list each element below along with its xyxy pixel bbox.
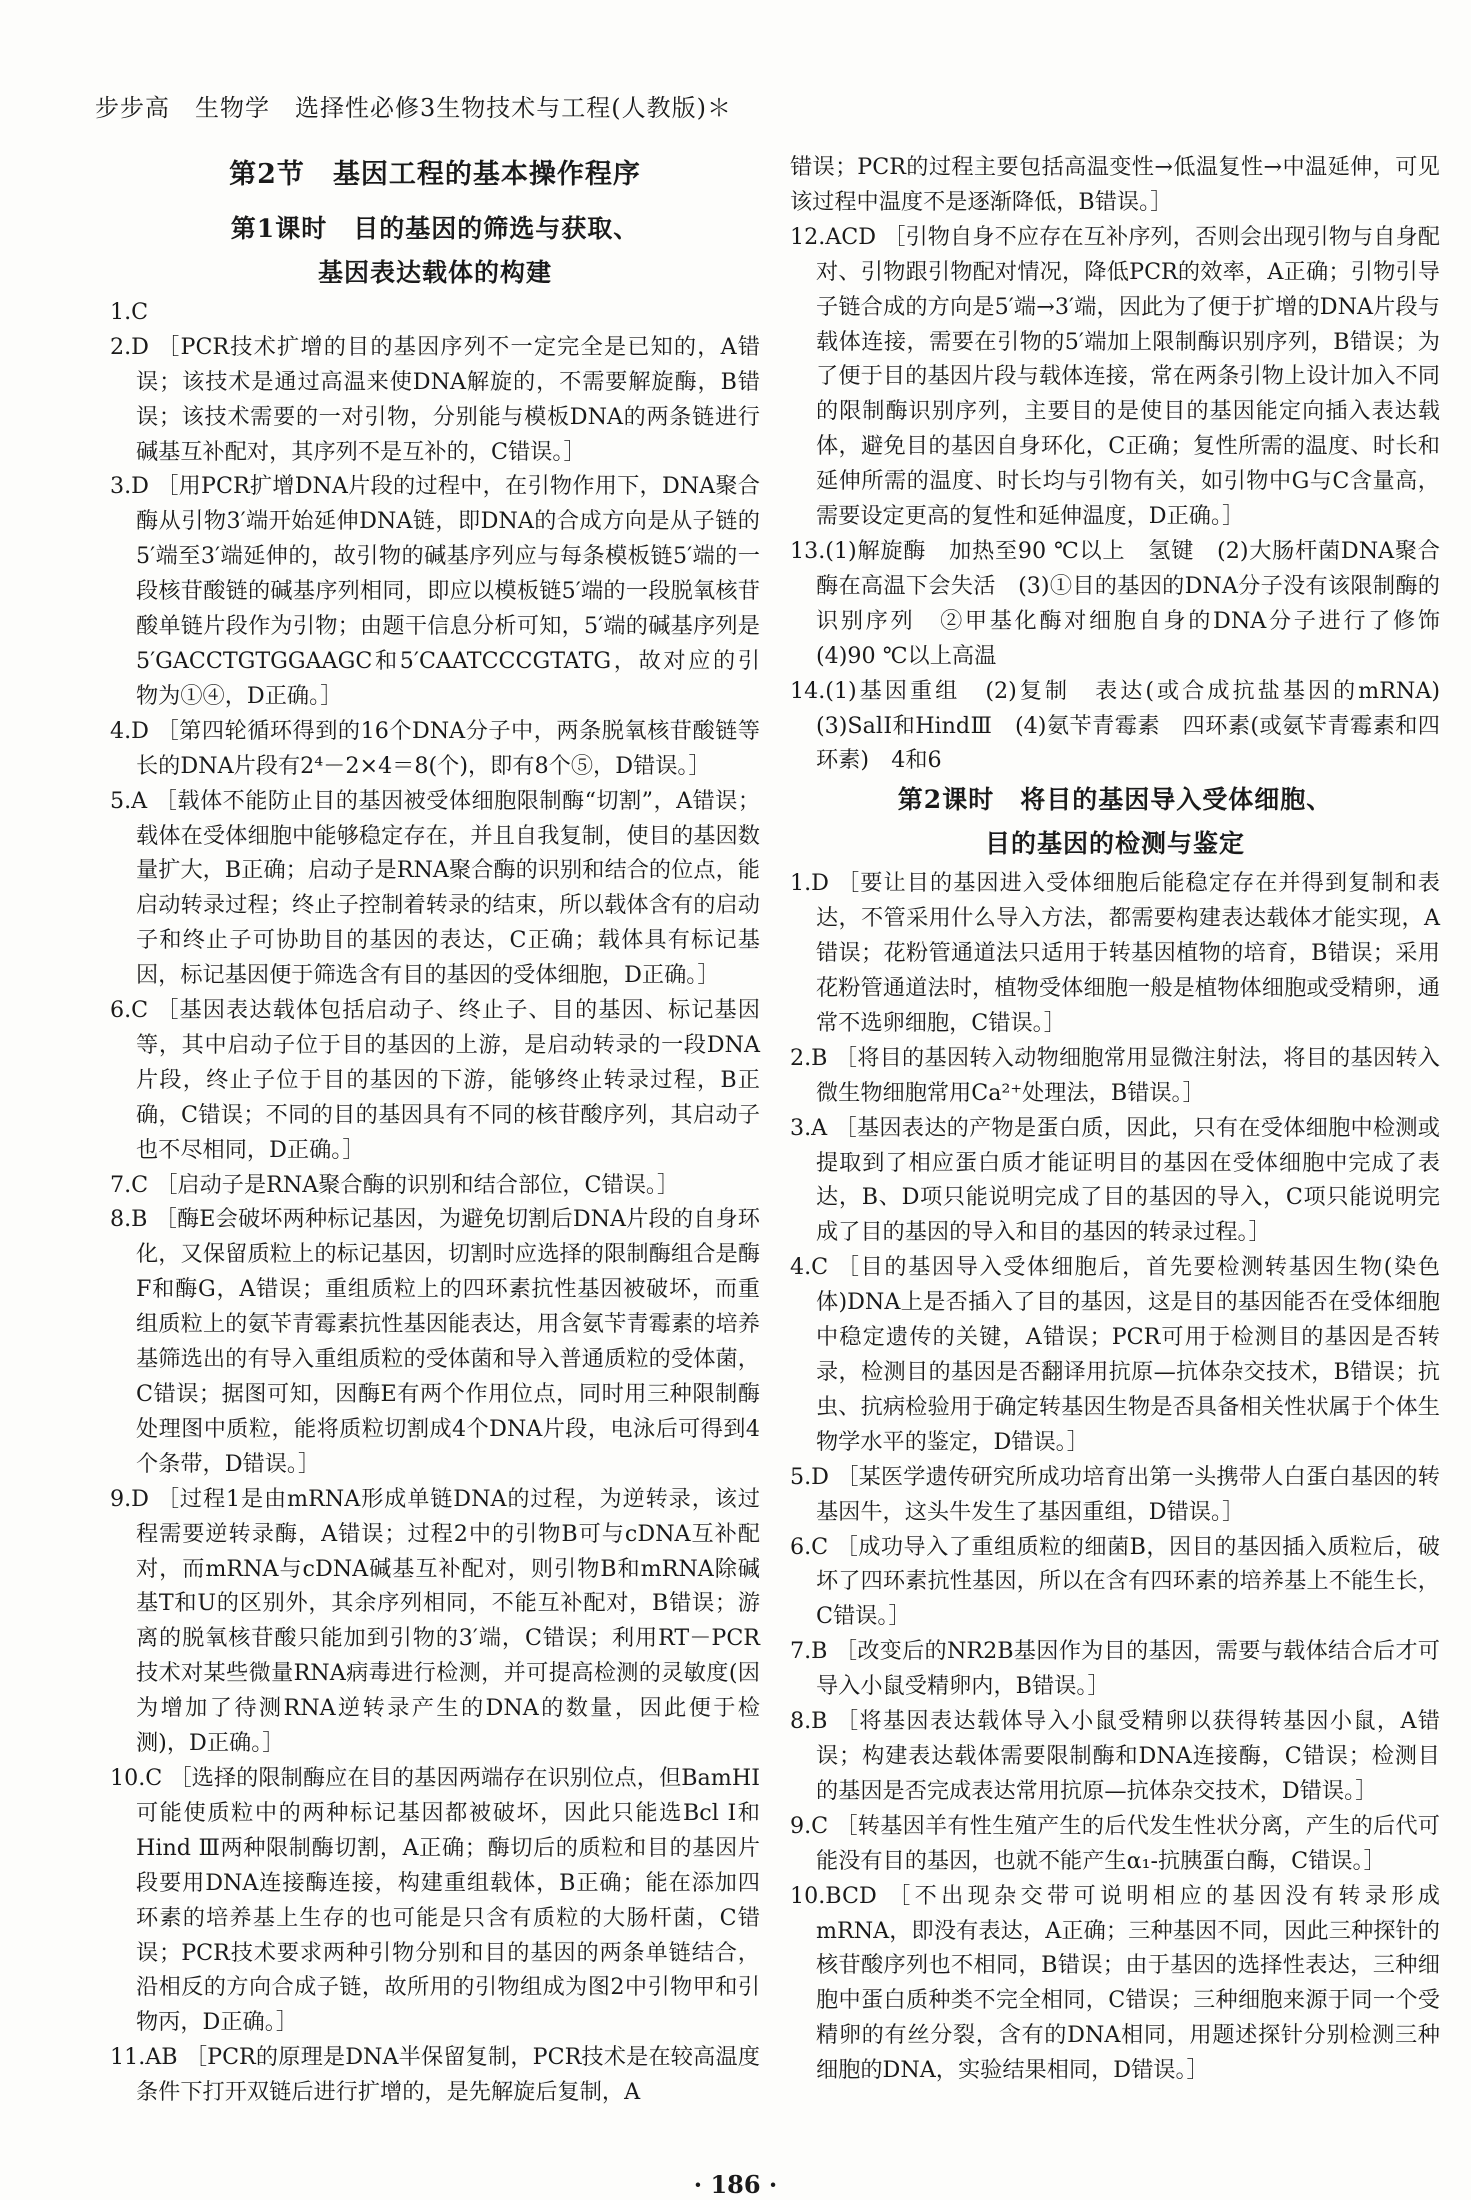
answer-item: 8.B ［酶E会破坏两种标记基因，为避免切割后DNA片段的自身环化，又保留质粒上的标记基因，切割时应选择的限制酶组合是酶F和酶G，A错误；重组质粒上的四环素抗性基因被破坏，而重组质粒上的氨苄青霉素抗性基因能表达，用含氨苄青霉素的培养基筛选出的有导入重组质粒的受体菌和导入普通质粒的受体菌，C错误；据图可知，因酶E有两个作用位点，同时用三种限制酶处理图中质粒，能将质粒切割成4个DNA片段，电泳后可得到4个条带，D错误。］ (110, 1206, 760, 1477)
answer-list-right-top (790, 220, 1463, 779)
answer-item: 3.A ［基因表达的产物是蛋白质，因此，只有在受体细胞中检测或提取到了相应蛋白质才能证明目的基因在受体细胞中完成了表达，B、D项只能说明完成了目的基因的导入，C项只能说明完成了目的基因的导入和目的基因的转录过程。］ (790, 1114, 1440, 1246)
answer-item: 11.AB ［PCR的原理是DNA半保留复制，PCR技术是在较高温度条件下打开双链后进行扩增的，是先解旋后复制，A (110, 2044, 760, 2106)
answer-item: 12.ACD ［引物自身不应存在互补序列，否则会出现引物与自身配对、引物跟引物配对情况，降低PCR的效率，A正确；引物引导子链合成的方向是5′端→3′端，因此为了便于扩增的DNA片段与载体连接，需要在引物的5′端加上限制酶识别序列，B错误；为了便于目的基因片段与载体连接，常在两条引物上设计加入不同的限制酶识别序列，主要目的是使目的基因能定向插入表达载体，避免目的基因自身环化，C正确；复性所需的温度、时长和延伸所需的温度、时长均与引物有关，如引物中G与C含量高，需要设定更高的复性和延伸温度，D正确。］ (790, 223, 1440, 530)
left-column (110, 150, 760, 2110)
answer-item: 8.B ［将基因表达载体导入小鼠受精卵以获得转基因小鼠，A错误；构建表达载体需要限制酶和DNA连接酶，C错误；检测目的基因是否完成表达常用抗原—抗体杂交技术，D错误。］ (790, 1708, 1440, 1804)
answer-item: 3.D ［用PCR扩增DNA片段的过程中，在引物作用下，DNA聚合酶从引物3′端开始延伸DNA链，即DNA的合成方向是从子链的5′端至3′端延伸的，故引物的碱基序列应与每条模板链5′端的一段核苷酸链的碱基序列相同，即应以模板链5′端的一段脱氧核苷酸单链片段作为引物；由题干信息分析可知，5′端的碱基序列是5′GACCTGTGGAAGC和5′CAATCCCGTATG，故对应的引物为①④，D正确。］ (110, 473, 760, 709)
answer-item: 13.(1)解旋酶 加热至90 ℃以上 氢键 (2)大肠杆菌DNA聚合酶在高温下会失活 (3)①目的基因的DNA分子没有该限制酶的识别序列 ②甲基化酶对细胞自身的DNA分子进行了修饰 (4)90 ℃以上高温 (790, 537, 1463, 669)
answer-item: 7.C ［启动子是RNA聚合酶的识别和结合部位，C错误。］ (110, 1171, 680, 1198)
section-title: 第2节 基因工程的基本操作程序 (229, 159, 641, 190)
running-header: 步步高 生物学 选择性必修3生物技术与工程(人教版)＊ (95, 94, 732, 122)
answer-item: 1.D ［要让目的基因进入受体细胞后能稳定存在并得到复制和表达，不管采用什么导入方法，都需要构建表达载体才能实现，A错误；花粉管通道法只适用于转基因植物的培育，B错误；采用花粉管通道法时，植物受体细胞一般是植物体细胞或受精卵，通常不选卵细胞，C错误。］ (790, 870, 1440, 1036)
answer-list-left (110, 295, 760, 2110)
lesson2-title-line2: 目的基因的检测与鉴定 (984, 829, 1245, 859)
answer-item: 9.C ［转基因羊有性生殖产生的后代发生性状分离，产生的后代可能没有目的基因，也就不能产生α₁-抗胰蛋白酶，C错误。］ (790, 1812, 1440, 1874)
answer-item: 4.D ［第四轮循环得到的16个DNA分子中，两条脱氧核苷酸链等长的DNA片段有2⁴－2×4＝8(个)，即有8个⑤，D错误。］ (110, 717, 760, 779)
answer-item: 5.A ［载体不能防止目的基因被受体细胞限制酶“切割”，A错误；载体在受体细胞中能够稳定存在，并且自我复制，使目的基因数量扩大，B正确；启动子是RNA聚合酶的识别和结合的位点，能启动转录过程；终止子控制着转录的结束，所以载体含有的启动子和终止子可协助目的基因的表达，C正确；载体具有标记基因，标记基因便于筛选含有目的基因的受体细胞，D正确。］ (110, 787, 760, 989)
lesson1-title-line2: 基因表达载体的构建 (317, 257, 552, 287)
answer-item: 10.C ［选择的限制酶应在目的基因两端存在识别位点，但BamHⅠ可能使质粒中的两种标记基因都被破坏，因此只能选Bcl Ⅰ和Hind Ⅲ两种限制酶切割，A正确；酶切后的质粒和目的基因片段要用DNA连接酶连接，构建重组载体，B正确；能在添加四环素的培养基上生存的也可能是只含有质粒的大肠杆菌，C错误；PCR技术要求两种引物分别和目的基因的两条单链结合，沿相反的方向合成子链，故所用的引物组成为图2中引物甲和引物丙，D正确。］ (110, 1764, 760, 2036)
answer-item: 14.(1)基因重组 (2)复制 表达(或合成抗盐基因的mRNA) (3)SalⅠ和HindⅢ (4)氨苄青霉素 四环素(或氨苄青霉素和四环素) 4和6 (790, 677, 1463, 774)
answer-item: 6.C ［基因表达载体包括启动子、终止子、目的基因、标记基因等，其中启动子位于目的基因的上游，是启动转录的一段DNA片段，终止子位于目的基因的下游，能够终止转录过程，B正确，C错误；不同的目的基因具有不同的核苷酸序列，其启动子也不尽相同，D正确。］ (110, 997, 760, 1163)
answer-item: 9.D ［过程1是由mRNA形成单链DNA的过程，为逆转录，该过程需要逆转录酶，A错误；过程2中的引物B可与cDNA互补配对，而mRNA与cDNA碱基互补配对，则引物B和mRNA除碱基T和U的区别外，其余序列相同，不能互补配对，B错误；游离的脱氧核苷酸只能加到引物的3′端，C错误；利用RT－PCR技术对某些微量RNA病毒进行检测，并可提高检测的灵敏度(因为增加了待测RNA逆转录产生的DNA的数量，因此便于检测)，D正确。］ (110, 1485, 760, 1757)
answer-item: 4.C ［目的基因导入受体细胞后，首先要检测转基因生物(染色体)DNA上是否插入了目的基因，这是目的基因能否在受体细胞中稳定遗传的关键，A错误；PCR可用于检测目的基因是否转录，检测目的基因是否翻译用抗原—抗体杂交技术，B错误；抗虫、抗病检验用于确定转基因生物是否具备相关性状属于个体生物学水平的鉴定，D错误。］ (790, 1254, 1440, 1455)
answer-item: 5.D ［某医学遗传研究所成功培育出第一头携带人白蛋白基因的转基因牛，这头牛发生了基因重组，D错误。］ (790, 1463, 1440, 1525)
answer-list-right-bottom (790, 866, 1440, 2088)
answer-item: 10.BCD ［不出现杂交带可说明相应的基因没有转录形成mRNA，即没有表达，A正确；三种基因不同，因此三种探针的核苷酸序列也不相同，B错误；由于基因的选择性表达，三种细胞中蛋白质种类不完全相同，C错误；三种细胞来源于同一个受精卵的有丝分裂，含有的DNA相同，用题述探针分别检测三种细胞的DNA，实验结果相同，D错误。］ (790, 1882, 1440, 2084)
answer-continuation: 错误；PCR的过程主要包括高温变性→低温复性→中温延伸，可见该过程中温度不是逐渐降低，B错误。］ (790, 154, 1440, 215)
answer-item: 2.D ［PCR技术扩增的目的基因序列不一定完全是已知的，A错误；该技术是通过高温来使DNA解旋的，不需要解旋酶，B错误；该技术需要的一对引物，分别能与模板DNA的两条链进行碱基互补配对，其序列不是互补的，C错误。］ (110, 333, 760, 465)
right-column (790, 150, 1463, 2088)
answer-item: 7.B ［改变后的NR2B基因作为目的基因，需要与载体结合后才可导入小鼠受精卵内，B错误。］ (790, 1638, 1440, 1700)
page-number: · 186 · (693, 2170, 778, 2199)
lesson1-title-line1: 第1课时 目的基因的筛选与获取、 (230, 213, 640, 243)
answer-item: 6.C ［成功导入了重组质粒的细菌B，因目的基因插入质粒后，破坏了四环素抗性基因，所以在含有四环素的培养基上不能生长，C错误。］ (790, 1533, 1440, 1630)
lesson2-title-line1: 第2课时 将目的基因导入受体细胞、 (897, 785, 1333, 815)
answer-item: 2.B ［将目的基因转入动物细胞常用显微注射法，将目的基因转入微生物细胞常用Ca²⁺处理法，B错误。］ (790, 1044, 1440, 1106)
answer-item: 1.C (110, 298, 149, 325)
